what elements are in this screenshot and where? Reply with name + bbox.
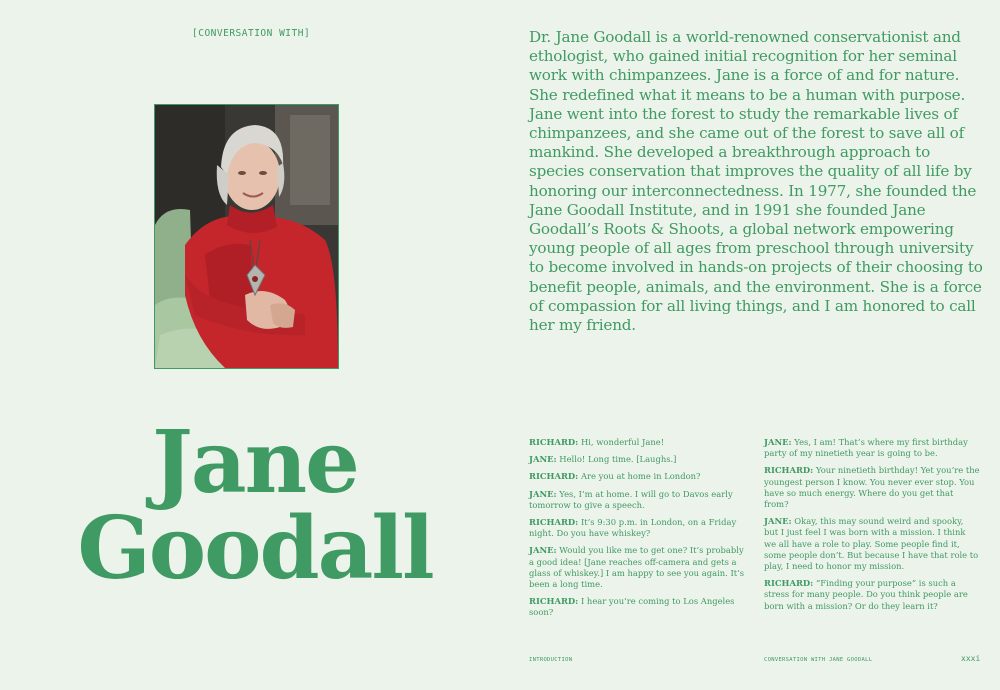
dialogue-item bbox=[529, 545, 745, 590]
dialogue-text: Hi, wonderful Jane! bbox=[580, 437, 665, 447]
dialogue-text: Hello! Long time. [Laughs.] bbox=[559, 454, 677, 465]
dialogue-item bbox=[764, 465, 980, 510]
dialogue-item bbox=[764, 437, 980, 459]
dialogue-item bbox=[764, 578, 980, 612]
page-number: xxxi bbox=[961, 654, 981, 663]
title-line-last-name: Goodall bbox=[77, 498, 433, 599]
speaker-label: JANE: bbox=[764, 516, 792, 527]
speaker-label: RICHARD: bbox=[764, 465, 814, 476]
dialogue-text: I hear you’re coming to Los Angeles soon? bbox=[529, 596, 735, 618]
dialogue-text: Your ninetieth birthday! Yet you’re the youngest person I know. You never ever stop. You have so much energy. Where do you get that from? bbox=[764, 465, 980, 510]
intro-paragraph: Dr. Jane Goodall is a world-renowned conservationist and ethologist, who gained initial recognition for her seminal work with chimpanzees. Jane is a force of and for nature. She redefined what it means to be a human with purpose. Jane went into the forest to study the remarkable lives of chimpanzees, and she came out of the forest to save all of mankind. She developed a breakthrough approach to species conservation that improves the quality of all life by honoring our interconnectedness. In 1977, she founded the Jane Goodall Institute, and in 1991 she founded Jane Goodall’s Roots & Shoots, a global network empowering young people of all ages from preschool through university to become involved in hands-on projects of their choosing to benefit people, animals, and the environment. She is a force of compassion for all living things, and I am honored to call her my friend. bbox=[529, 28, 983, 335]
dialogue-text: “Finding your purpose” is such a stress for many people. Do you think people are born with a mission? Or do they learn it? bbox=[764, 578, 968, 611]
speaker-label: RICHARD: bbox=[529, 517, 579, 528]
dialogue-item bbox=[529, 517, 745, 539]
speaker-label: RICHARD: bbox=[764, 578, 814, 589]
footer-section-label: INTRODUCTION bbox=[529, 657, 573, 663]
dialogue-text: Okay, this may sound weird and spooky, but I just feel I was born with a mission. I think we all have a role to play. Some people find it, some people don’t. But because I have that role to play, I need to honor my mission. bbox=[764, 516, 979, 572]
conversation-column-left bbox=[529, 437, 745, 625]
speaker-label: JANE: bbox=[529, 454, 557, 465]
portrait-photo bbox=[154, 104, 339, 369]
speaker-label: JANE: bbox=[529, 545, 557, 556]
dialogue-item bbox=[764, 516, 980, 572]
dialogue-item bbox=[529, 596, 745, 618]
dialogue-text: Yes, I am! That’s where my first birthday party of my ninetieth year is going to be. bbox=[764, 437, 968, 459]
dialogue-item bbox=[529, 471, 745, 482]
dialogue-item bbox=[529, 437, 745, 448]
page-title bbox=[50, 412, 460, 599]
dialogue-item bbox=[529, 454, 745, 465]
speaker-label: JANE: bbox=[529, 488, 557, 499]
dialogue-item bbox=[529, 489, 745, 511]
speaker-label: RICHARD: bbox=[529, 437, 579, 447]
dialogue-text: Would you like me to get one? It’s probably a good idea! [Jane reaches off-camera and gets a glass of whiskey.] I am happy to see you again. It’s been a long time. bbox=[529, 545, 745, 590]
section-kicker: [CONVERSATION WITH] bbox=[192, 28, 311, 39]
speaker-label: JANE: bbox=[764, 437, 792, 447]
footer-running-head: CONVERSATION WITH JANE GOODALL bbox=[764, 657, 873, 663]
speaker-label: RICHARD: bbox=[529, 471, 579, 482]
dialogue-text: It’s 9:30 p.m. in London, on a Friday night. Do you have whiskey? bbox=[529, 517, 737, 539]
conversation-column-right bbox=[764, 437, 980, 618]
speaker-label: RICHARD: bbox=[529, 596, 579, 607]
dialogue-text: Yes, I’m at home. I will go to Davos early tomorrow to give a speech. bbox=[529, 488, 733, 510]
title-line-first-name: Jane bbox=[152, 412, 358, 513]
dialogue-text: Are you at home in London? bbox=[580, 471, 701, 482]
